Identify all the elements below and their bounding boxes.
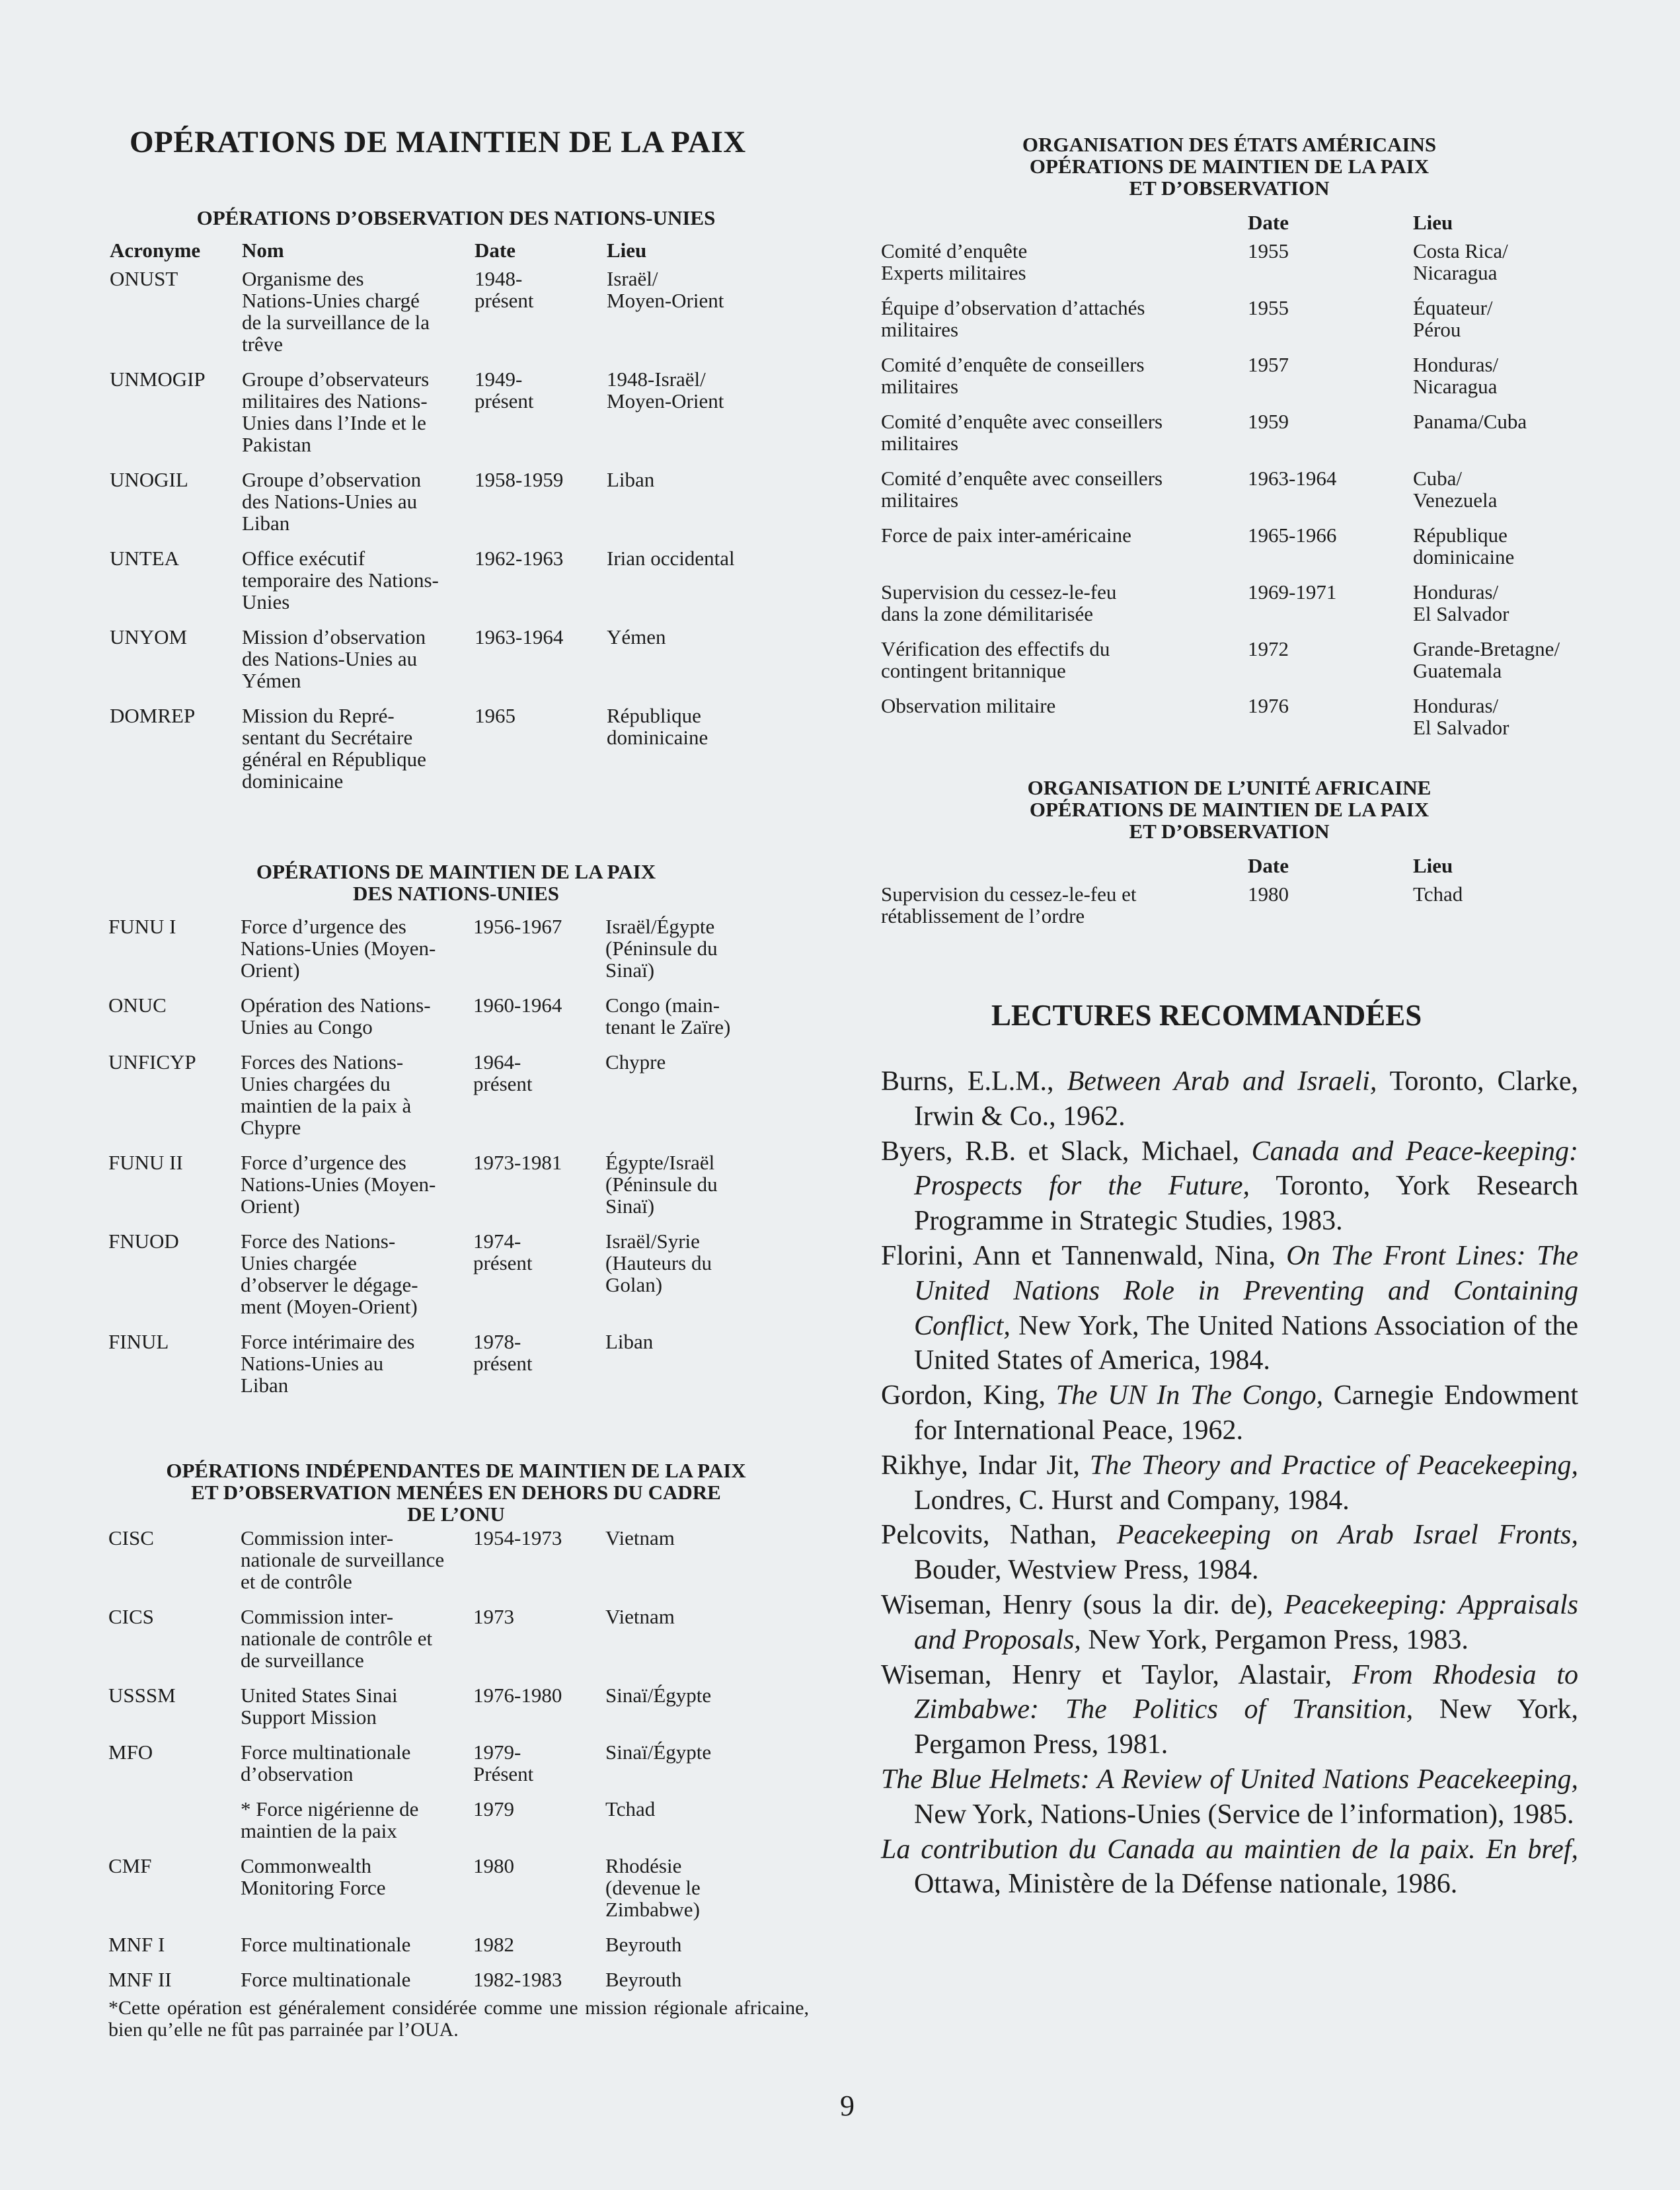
acronym-cell: MFO	[108, 1740, 153, 1764]
location-cell: Sinaï/Égypte	[605, 1740, 712, 1764]
date-cell: 1974- présent	[473, 1230, 533, 1274]
un-peacekeeping-title: OPÉRATIONS DE MAINTIEN DE LA PAIX DES NATIONS-UNIES	[256, 860, 656, 905]
date-cell: 1960-1964	[473, 994, 562, 1017]
header-date: Date	[475, 239, 515, 262]
name-cell: Commonwealth Monitoring Force	[241, 1854, 386, 1899]
acronym-cell: ONUST	[110, 267, 178, 290]
date-cell: 1982	[473, 1933, 514, 1956]
date-cell: 1957	[1248, 353, 1289, 376]
reference-item	[881, 1448, 1578, 1518]
table-row	[108, 1152, 809, 1217]
name-cell: Force intérimaire des Nations-Unies au Liban	[241, 1330, 415, 1397]
reference-title: La contribution du Canada au maintien de la paix. En bref,	[881, 1834, 1578, 1865]
un-peacekeeping-body	[108, 916, 809, 1396]
reference-author: Rikhye, Indar Jit,	[881, 1450, 1090, 1481]
reference-author: Byers, R.B. et Slack, Michael,	[881, 1136, 1252, 1167]
reference-item	[881, 1378, 1578, 1448]
date-cell: 1959	[1248, 410, 1289, 433]
name-cell: Mission d’observation des Nations-Unies au Yémen	[242, 625, 426, 692]
date-cell: 1949- présent	[475, 368, 534, 412]
header-lieu: Lieu	[1413, 854, 1453, 877]
date-cell: 1973-1981	[473, 1151, 562, 1174]
reference-item	[881, 1832, 1578, 1902]
operation-cell: Comité d’enquête de conseillers militaires	[881, 353, 1145, 398]
reference-author: Gordon, King,	[881, 1380, 1056, 1411]
name-cell: Force d’urgence des Nations-Unies (Moyen- Orient)	[241, 915, 436, 982]
operation-cell: Supervision du cessez-le-feu et rétablissement de l’ordre	[881, 882, 1137, 927]
operation-cell: Vérification des effectifs du contingent britannique	[881, 637, 1110, 682]
reference-item	[881, 1658, 1578, 1762]
table-row	[881, 581, 1631, 625]
table-row	[108, 1741, 809, 1785]
acronym-cell: ONUC	[108, 994, 167, 1017]
un-observation-title: OPÉRATIONS D’OBSERVATION DES NATIONS-UNIES	[196, 206, 716, 229]
location-cell: Beyrouth	[605, 1968, 682, 1991]
date-cell: 1982-1983	[473, 1968, 562, 1991]
acronym-cell: FNUOD	[108, 1230, 179, 1253]
un-observation-body	[110, 268, 810, 792]
reference-publisher: Londres, C. Hurst and Company, 1984.	[914, 1485, 1350, 1516]
reference-publisher: Carnegie Endowment for International Peace, 1962.	[914, 1380, 1578, 1446]
location-cell: Cuba/ Venezuela	[1413, 467, 1498, 512]
location-cell: Vietnam	[605, 1526, 675, 1549]
reference-publisher: Toronto, Clarke, Irwin & Co., 1962.	[914, 1066, 1579, 1132]
reference-title: The Blue Helmets: A Review of United Nations Peacekeeping,	[881, 1764, 1578, 1795]
table-row	[881, 411, 1631, 454]
independent-table	[108, 1527, 809, 2004]
reference-publisher: Bouder, Westview Press, 1984.	[914, 1555, 1259, 1586]
readings-title: LECTURES RECOMMANDÉES	[991, 999, 1422, 1032]
name-cell: Commission inter- nationale de contrôle et de surveillance	[241, 1605, 433, 1672]
location-cell: Israël/Syrie (Hauteurs du Golan)	[605, 1230, 712, 1296]
table-row	[108, 1684, 809, 1728]
date-cell: 1979- Présent	[473, 1740, 534, 1785]
table-row	[110, 626, 810, 691]
name-cell: Force multinationale	[241, 1968, 411, 1991]
header-date: Date	[1248, 854, 1289, 877]
reference-item	[881, 1239, 1578, 1378]
name-cell: Mission du Repré- sentant du Secrétaire général en République dominicaine	[242, 704, 426, 793]
table-row	[881, 883, 1631, 927]
operation-cell: Force de paix inter-américaine	[881, 524, 1131, 547]
name-cell: Forces des Nations- Unies chargées du maintien de la paix à Chypre	[241, 1050, 412, 1139]
oas-header	[881, 212, 1631, 233]
header-blank	[881, 212, 1248, 233]
oau-header	[881, 855, 1631, 877]
header-blank	[881, 855, 1248, 877]
table-row	[108, 1606, 809, 1671]
table-row	[110, 469, 810, 534]
location-cell: Costa Rica/ Nicaragua	[1413, 239, 1508, 284]
location-cell: Liban	[605, 1330, 654, 1353]
acronym-cell: UNYOM	[110, 625, 188, 648]
oas-title: ORGANISATION DES ÉTATS AMÉRICAINS OPÉRATIONS DE MAINTIEN DE LA PAIX ET D’OBSERVATION	[1022, 133, 1437, 200]
table-row	[881, 240, 1631, 284]
table-row	[110, 547, 810, 613]
table-row	[108, 1934, 809, 1955]
reference-publisher: Ottawa, Ministère de la Défense nationale, 1986.	[914, 1869, 1458, 1900]
location-cell: Israël/Égypte (Péninsule du Sinaï)	[605, 915, 718, 982]
date-cell: 1955	[1248, 296, 1289, 319]
name-cell: Force multinationale d’observation	[241, 1740, 411, 1785]
acronym-cell: UNOGIL	[110, 468, 188, 491]
location-cell: Yémen	[607, 625, 666, 648]
name-cell: Groupe d’observation des Nations-Unies au Liban	[242, 468, 422, 535]
location-cell: Tchad	[605, 1797, 656, 1820]
reference-publisher: New York, Nations-Unies (Service de l’information), 1985.	[914, 1799, 1574, 1830]
date-cell: 1980	[1248, 882, 1289, 906]
un-observation-table	[110, 239, 810, 805]
footnote: *Cette opération est généralement considérée comme une mission régionale africaine, bien qu’elle ne fût pas parrainée par l’OUA.	[108, 1997, 809, 2041]
name-cell: Force multinationale	[241, 1933, 411, 1956]
readings-list	[881, 1064, 1578, 1902]
oau-table	[881, 855, 1631, 940]
location-cell: Grande-Bretagne/ Guatemala	[1413, 637, 1560, 682]
reference-title: Canada and Peace-keeping: Prospects for the Future,	[914, 1136, 1578, 1202]
page-number: 9	[840, 2090, 855, 2122]
reference-author: Wiseman, Henry et Taylor, Alastair,	[881, 1659, 1352, 1690]
acronym-cell	[108, 1798, 241, 1842]
date-cell: 1958-1959	[475, 468, 564, 491]
location-cell: Équateur/ Pérou	[1413, 296, 1493, 341]
acronym-cell: UNMOGIP	[110, 368, 206, 391]
header-acronyme: Acronyme	[110, 239, 201, 262]
location-cell: République dominicaine	[1413, 524, 1515, 568]
acronym-cell: CISC	[108, 1526, 154, 1549]
table-row	[108, 1331, 809, 1396]
location-cell: 1948-Israël/ Moyen-Orient	[607, 368, 724, 412]
independent-title: OPÉRATIONS INDÉPENDANTES DE MAINTIEN DE LA PAIX ET D’OBSERVATION MENÉES EN DEHORS DU CADRE DE L’ONU	[166, 1459, 746, 1526]
location-cell: Tchad	[1413, 882, 1463, 906]
operation-cell: Supervision du cessez-le-feu dans la zone démilitarisée	[881, 580, 1117, 625]
oas-table	[881, 212, 1631, 752]
date-cell: 1969-1971	[1248, 580, 1337, 604]
date-cell: 1948- présent	[475, 267, 534, 312]
table-row	[108, 1798, 809, 1842]
name-cell: Force des Nations- Unies chargée d’observer le dégage- ment (Moyen-Orient)	[241, 1230, 418, 1318]
date-cell: 1972	[1248, 637, 1289, 660]
reference-title: On The Front Lines: The United Nations Role in Preventing and Containing Conflict,	[914, 1240, 1578, 1341]
reference-item	[881, 1134, 1578, 1239]
reference-publisher: New York, The United Nations Association of the United States of America, 1984.	[914, 1310, 1578, 1376]
table-row	[110, 368, 810, 455]
reference-title: The Theory and Practice of Peacekeeping,	[1089, 1450, 1579, 1481]
acronym-cell: CICS	[108, 1605, 154, 1628]
location-cell: Chypre	[605, 1050, 666, 1074]
location-cell: Beyrouth	[605, 1933, 682, 1956]
location-cell: Israël/ Moyen-Orient	[607, 267, 724, 312]
date-cell: 1963-1964	[475, 625, 564, 648]
date-cell: 1980	[473, 1854, 514, 1877]
reference-item	[881, 1588, 1578, 1658]
date-cell: 1965	[475, 704, 515, 727]
location-cell: Congo (main- tenant le Zaïre)	[605, 994, 731, 1038]
location-cell: Irian occidental	[607, 547, 735, 570]
date-cell: 1979	[473, 1797, 514, 1820]
date-cell: 1976	[1248, 694, 1289, 717]
date-cell: 1976-1980	[473, 1684, 562, 1707]
reference-item	[881, 1762, 1578, 1832]
location-cell: Honduras/ El Salvador	[1413, 580, 1509, 625]
location-cell: Panama/Cuba	[1413, 410, 1527, 433]
reference-item	[881, 1064, 1578, 1134]
table-row	[881, 467, 1631, 511]
date-cell: 1964- présent	[473, 1050, 533, 1095]
location-cell: Vietnam	[605, 1605, 675, 1628]
table-row	[108, 916, 809, 981]
table-row	[110, 705, 810, 792]
acronym-cell: UNTEA	[110, 547, 180, 570]
table-row	[110, 268, 810, 355]
location-cell: Honduras/ El Salvador	[1413, 694, 1509, 739]
acronym-cell: DOMREP	[110, 704, 196, 727]
operation-cell: Comité d’enquête avec conseillers militaires	[881, 467, 1163, 512]
table-row	[108, 1855, 809, 1920]
name-cell: Commission inter- nationale de surveillance et de contrôle	[241, 1526, 445, 1593]
reference-author: Pelcovits, Nathan,	[881, 1520, 1117, 1551]
table-row	[881, 524, 1631, 568]
table-row	[108, 1969, 809, 1990]
date-cell: 1962-1963	[475, 547, 564, 570]
name-cell: * Force nigérienne de maintien de la paix	[241, 1797, 419, 1842]
page-title: OPÉRATIONS DE MAINTIEN DE LA PAIX	[130, 125, 746, 159]
operation-cell: Comité d’enquête Experts militaires	[881, 239, 1028, 284]
table-row	[108, 994, 809, 1038]
table-row	[881, 354, 1631, 397]
reference-title: The UN In The Congo,	[1055, 1380, 1324, 1411]
un-observation-header	[110, 239, 810, 261]
acronym-cell: CMF	[108, 1854, 152, 1877]
header-lieu: Lieu	[607, 239, 647, 262]
date-cell: 1955	[1248, 239, 1289, 262]
acronym-cell: USSSM	[108, 1684, 176, 1707]
acronym-cell: FUNU II	[108, 1151, 183, 1174]
acronym-cell: MNF I	[108, 1933, 165, 1956]
un-peacekeeping-table	[108, 916, 809, 1409]
acronym-cell: UNFICYP	[108, 1050, 196, 1074]
acronym-cell: FUNU I	[108, 915, 176, 938]
name-cell: Office exécutif temporaire des Nations- Unies	[242, 547, 439, 613]
independent-body	[108, 1527, 809, 1990]
reference-publisher: New York, Pergamon Press, 1983.	[1081, 1624, 1469, 1655]
acronym-cell: MNF II	[108, 1968, 172, 1991]
name-cell: Groupe d’observateurs militaires des Nations- Unies dans l’Inde et le Pakistan	[242, 368, 430, 456]
table-row	[881, 297, 1631, 340]
location-cell: Sinaï/Égypte	[605, 1684, 712, 1707]
name-cell: Organisme des Nations-Unies chargé de la surveillance de la trêve	[242, 267, 430, 356]
oau-body	[881, 883, 1631, 927]
date-cell: 1978- présent	[473, 1330, 533, 1375]
date-cell: 1973	[473, 1605, 514, 1628]
location-cell: Rhodésie (devenue le Zimbabwe)	[605, 1854, 701, 1921]
acronym-cell: FINUL	[108, 1330, 169, 1353]
reference-title: Peacekeeping on Arab Israel Fronts,	[1116, 1520, 1578, 1551]
reference-publisher: New York, Pergamon Press, 1981.	[914, 1694, 1578, 1760]
reference-publisher: Toronto, York Research Programme in Strategic Studies, 1983.	[914, 1171, 1578, 1237]
date-cell: 1963-1964	[1248, 467, 1337, 490]
name-cell: Force d’urgence des Nations-Unies (Moyen- Orient)	[241, 1151, 436, 1218]
name-cell: United States Sinai Support Mission	[241, 1684, 398, 1729]
location-cell: Honduras/ Nicaragua	[1413, 353, 1499, 398]
reference-title: Peacekeeping: Appraisals and Proposals,	[914, 1589, 1578, 1655]
reference-item	[881, 1518, 1578, 1588]
oau-title: ORGANISATION DE L’UNITÉ AFRICAINE OPÉRATIONS DE MAINTIEN DE LA PAIX ET D’OBSERVATION	[1027, 776, 1432, 843]
reference-author: Burns, E.L.M.,	[881, 1066, 1067, 1097]
table-row	[108, 1527, 809, 1592]
reference-title: Between Arab and Israeli,	[1067, 1066, 1377, 1097]
location-cell: Égypte/Israël (Péninsule du Sinaï)	[605, 1151, 718, 1218]
operation-cell: Observation militaire	[881, 694, 1056, 717]
header-lieu: Lieu	[1413, 211, 1453, 234]
operation-cell: Équipe d’observation d’attachés militaires	[881, 296, 1145, 341]
location-cell: Liban	[607, 468, 655, 491]
table-row	[881, 638, 1631, 682]
reference-author: Wiseman, Henry (sous la dir. de),	[881, 1589, 1284, 1620]
date-cell: 1956-1967	[473, 915, 562, 938]
location-cell: République dominicaine	[607, 704, 708, 749]
oas-body	[881, 240, 1631, 738]
name-cell: Opération des Nations- Unies au Congo	[241, 994, 431, 1038]
table-row	[108, 1051, 809, 1138]
header-date: Date	[1248, 211, 1289, 234]
reference-author: Florini, Ann et Tannenwald, Nina,	[881, 1240, 1287, 1271]
table-row	[881, 695, 1631, 738]
date-cell: 1965-1966	[1248, 524, 1337, 547]
header-nom: Nom	[242, 239, 284, 262]
date-cell: 1954-1973	[473, 1526, 562, 1549]
reference-title: From Rhodesia to Zimbabwe: The Politics of Transition,	[914, 1659, 1578, 1725]
table-row	[108, 1230, 809, 1317]
operation-cell: Comité d’enquête avec conseillers militaires	[881, 410, 1163, 455]
